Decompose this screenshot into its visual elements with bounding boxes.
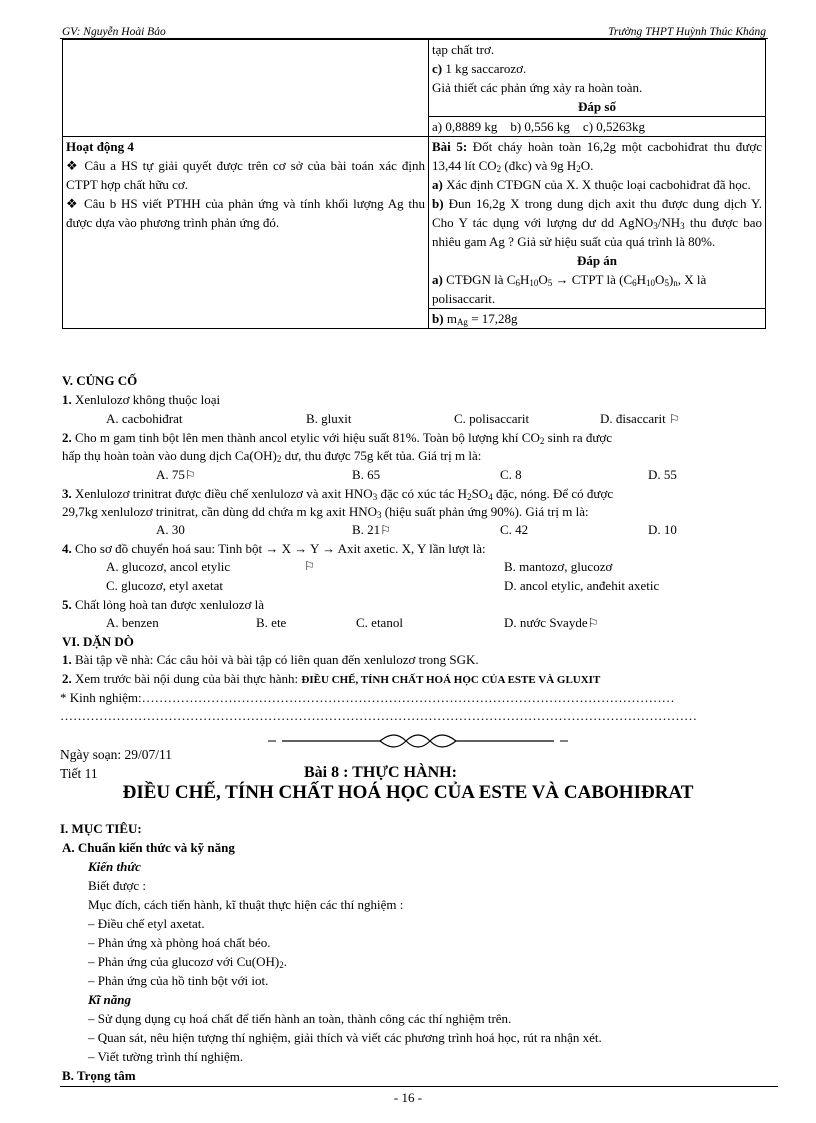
q4-option-b: B. mantozơ, glucozơ	[504, 559, 613, 574]
question-4: 4. Cho sơ đồ chuyển hoá sau: Tinh bột → X → Y → Axit axetic. X, Y lần lượt là:	[62, 541, 486, 556]
answer-b: b) $m_{Ag} = 17,28g$	[429, 308, 765, 328]
activity-title: Hoạt động 4	[66, 139, 134, 154]
header-school: Trường THPT Huỳnh Thúc Kháng	[608, 26, 766, 38]
q4-option-d: D. ancol etylic, anđehit axetic	[504, 578, 660, 593]
activity-bullet: ❖ Câu b HS viết PTHH của phản ứng và tính khối lượng Ag thu được dựa vào phương trình phản ứng đó.	[66, 196, 425, 230]
question-2-line-2: hấp thụ hoàn toàn vào dung dịch $Ca(OH)_2$ dư, thu được 75g kết tủa. Giá trị m là:	[62, 448, 482, 464]
preparation-date: Ngày soạn: 29/07/11	[60, 747, 172, 762]
exercise-part-b: b) Đun 16,2g X trong dung dịch axit thu được dung dịch Y. Cho Y tác dụng với lượng dư dd $AgNO_3/NH_3$ thu được bao nhiêu gam Ag ? Giả sử hiệu suất của quá trình là 80%.	[432, 196, 762, 249]
answer-a: a) CTĐGN là $C_6H_{10}O_5$ → CTPT là $(C_6H_{10}O_5)_n$, X là polisaccarit.	[432, 272, 707, 306]
exercise-statement: Bài 5: Đốt cháy hoàn toàn 16,2g một cacbohiđrat thu được 13,44 lít $CO_2$ (đkc) và 9g $H_2O$.	[432, 139, 762, 174]
q1-option-b: B. gluxit	[306, 411, 352, 426]
lesson-title: Bài 8 : THỰC HÀNH:	[304, 764, 457, 781]
flag-icon: ⚐	[184, 468, 196, 482]
q1-option-c: C. polisaccarit	[454, 411, 530, 426]
knowledge-title: Kiến thức	[88, 859, 141, 874]
text-line: Giả thiết các phản ứng xảy ra hoàn toàn.	[432, 80, 643, 95]
question-1: 1. Xenlulozơ không thuộc loại	[62, 392, 221, 407]
table-row	[63, 137, 766, 329]
q1-option-d: D. đisaccarit ⚐	[600, 411, 680, 426]
table-cell-empty	[63, 40, 429, 137]
experience-line: * Kinh nghiệm:……………………………………………………………………………………………………………	[60, 690, 675, 705]
q5-option-c: C. etanol	[356, 615, 403, 630]
activity-table	[62, 39, 766, 329]
skill-item: – Viết tường trình thí nghiệm.	[88, 1049, 244, 1064]
table-cell-exercise-4-tail	[429, 40, 766, 137]
question-5: 5. Chất lỏng hoà tan được xenlulozơ là	[62, 597, 265, 612]
q3-option-a: A. 30	[156, 522, 185, 537]
knowledge-item: – Điều chế etyl axetat.	[88, 916, 205, 931]
table-cell-exercise-5	[429, 137, 766, 329]
q5-option-b: B. ete	[256, 615, 287, 630]
lesson-subtitle: ĐIỀU CHẾ, TÍNH CHẤT HOÁ HỌC CỦA ESTE VÀ CABOHIĐRAT	[122, 782, 694, 803]
q4-option-c: C. glucozơ, etyl axetat	[106, 578, 223, 593]
section-b-title: B. Trọng tâm	[62, 1068, 136, 1083]
text-line: tạp chất trơ.	[432, 42, 495, 57]
answer-title: Đáp án	[576, 253, 618, 268]
q3-option-c: C. 42	[500, 522, 529, 537]
question-3-line-1: 3. Xenlulozơ trinitrat được điều chế xenlulozơ và axit $HNO_3$ đặc có xúc tác $H_2SO_4$ đặc, nóng. Để có được	[62, 486, 614, 502]
objectives-title: I. MỤC TIÊU:	[60, 821, 142, 836]
header-teacher: GV: Nguyễn Hoài Bảo	[62, 26, 166, 38]
section-a-title: A. Chuẩn kiến thức và kỹ năng	[62, 840, 235, 855]
q4-option-a: A. glucozơ, ancol etylic	[106, 559, 231, 574]
q2-option-d: D. 55	[648, 467, 677, 482]
flag-icon: ⚐	[380, 523, 391, 537]
q2-option-a: A. 75⚐	[156, 467, 196, 482]
flag-icon: ⚐	[668, 412, 680, 426]
section-6-title: VI. DẶN DÒ	[62, 634, 134, 649]
skills-title: Kĩ năng	[88, 992, 131, 1007]
q5-option-d: D. nước Svayde⚐	[504, 615, 599, 630]
table-row	[63, 40, 766, 137]
answers-line: a) 0,8889 kg b) 0,556 kg c) 0,5263kg	[429, 116, 765, 136]
page-header	[60, 22, 768, 39]
table-cell-activity-4	[63, 137, 429, 329]
activity-bullet: ❖ Câu a HS tự giải quyết được trên cơ sở của bài toán xác định CTPT hợp chất hữu cơ.	[66, 158, 425, 192]
knowledge-intro: Biết được :	[88, 878, 146, 893]
question-2-line-1: 2. Cho m gam tinh bột lên men thành ancol etylic với hiệu suất 81%. Toàn bộ lượng khí $CO_2$ sinh ra được	[62, 430, 613, 446]
skill-item: – Sử dụng dụng cụ hoá chất để tiến hành an toàn, thành công các thí nghiệm trên.	[88, 1011, 512, 1026]
q3-option-b: B. 21⚐	[352, 522, 391, 537]
footer-divider	[60, 1086, 778, 1087]
page-number: - 16 -	[393, 1090, 423, 1105]
skill-item: – Quan sát, nêu hiện tượng thí nghiệm, giải thích và viết các phương trình hoá học, rút ra nhận xét.	[88, 1030, 602, 1045]
exercise-part-a: a) Xác định CTĐGN của X. X thuộc loại cacbohiđrat đã học.	[432, 177, 751, 192]
section-5-title: V. CỦNG CỐ	[62, 373, 138, 388]
text-line: c) 1 kg saccarozơ.	[432, 61, 527, 76]
knowledge-purpose: Mục đích, cách tiến hành, kĩ thuật thực hiện các thí nghiệm :	[88, 897, 404, 912]
q1-option-a: A. cacbohiđrat	[106, 411, 183, 426]
flag-icon: ⚐	[587, 616, 599, 630]
q2-option-c: C. 8	[500, 467, 522, 482]
flag-icon: ⚐	[304, 559, 315, 573]
q2-option-b: B. 65	[352, 467, 381, 482]
knowledge-item: – Phản ứng của glucozơ với $Cu(OH)_2$.	[88, 954, 287, 970]
q5-option-a: A. benzen	[106, 615, 159, 630]
knowledge-item: – Phản ứng của hồ tinh bột với iot.	[88, 973, 269, 988]
ornament-divider	[268, 733, 568, 749]
q3-option-d: D. 10	[648, 522, 677, 537]
question-3-line-2: 29,7kg xenlulozơ trinitrat, cần dùng dd chứa m kg axit $HNO_3$ (hiệu suất phản ứng 90%). Giá trị m là:	[62, 504, 589, 520]
homework-item-2: 2. Xem trước bài nội dung của bài thực hành: ĐIỀU CHẾ, TÍNH CHẤT HOÁ HỌC CỦA ESTE VÀ GLUXIT	[62, 671, 601, 686]
homework-item-1: 1. Bài tập về nhà: Các câu hỏi và bài tập có liên quan đến xenlulozơ trong SGK.	[62, 652, 479, 667]
knowledge-item: – Phản ứng xà phòng hoá chất béo.	[88, 935, 271, 950]
period-number: Tiết 11	[60, 766, 98, 781]
dotted-line: …………………………………………………………………………………………………………………………………	[60, 708, 697, 723]
answer-title: Đáp số	[578, 99, 616, 114]
